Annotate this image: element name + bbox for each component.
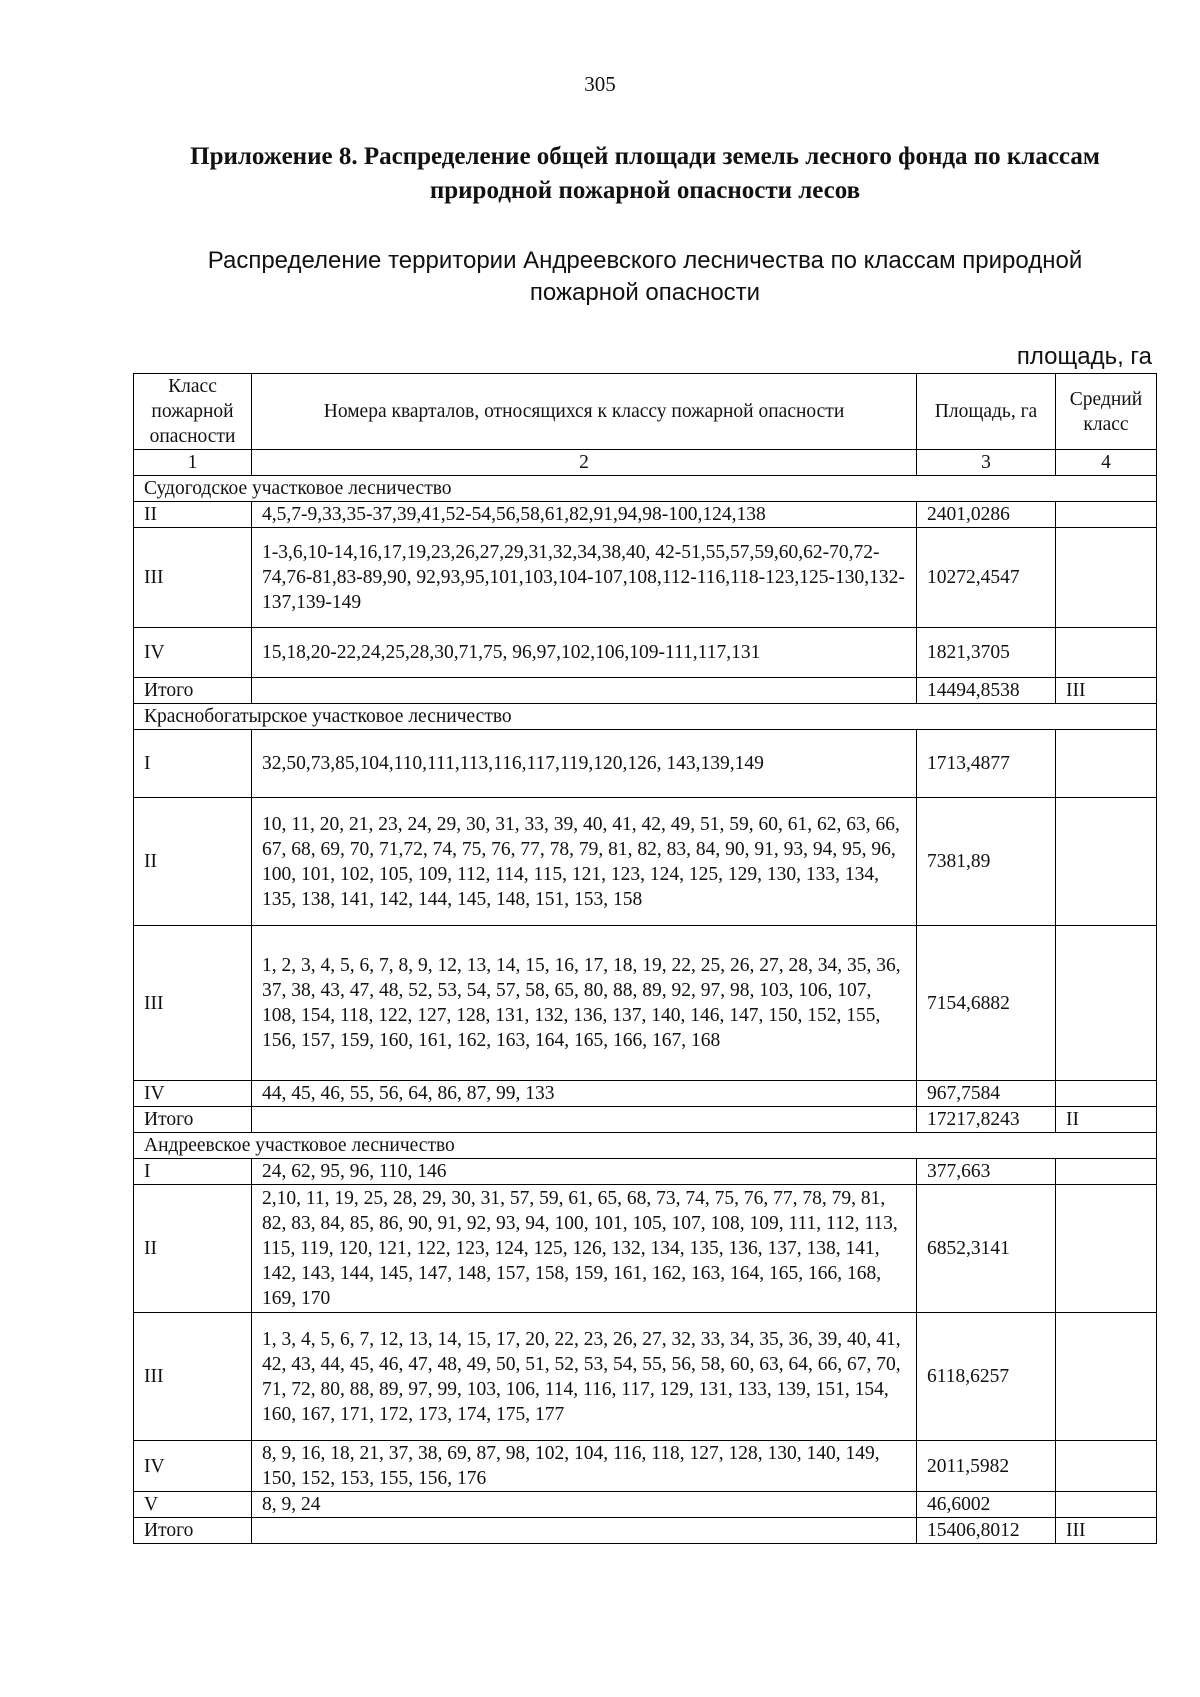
quarters-cell: 8, 9, 24 xyxy=(252,1492,917,1518)
section-title: Андреевское участковое лесничество xyxy=(134,1133,1157,1159)
average-class-cell xyxy=(1056,1441,1157,1492)
average-class-cell: II xyxy=(1056,1107,1157,1133)
header-area: Площадь, га xyxy=(917,374,1056,450)
area-cell: 967,7584 xyxy=(917,1081,1056,1107)
area-cell: 14494,8538 xyxy=(917,678,1056,704)
area-cell: 10272,4547 xyxy=(917,528,1056,628)
area-cell: 17217,8243 xyxy=(917,1107,1056,1133)
fire-class-cell: IV xyxy=(134,628,252,678)
quarters-cell xyxy=(252,1107,917,1133)
section-row xyxy=(134,704,1157,730)
quarters-cell: 2,10, 11, 19, 25, 28, 29, 30, 31, 57, 59, 61, 65, 68, 73, 74, 75, 76, 77, 78, 79, 81, 82, 83, 84, 85, 86, 90, 91, 92, 93, 94, 100, 101, 105, 107, 108, 109, 111, 112, 113, 115, 119, 120, 121, 122, 123, 124, 125, 126, 132, 134, 135, 136, 137, 138, 141, 142, 143, 144, 145, 147, 148, 157, 158, 159, 161, 162, 163, 164, 165, 166, 168, 169, 170 xyxy=(252,1185,917,1313)
area-cell: 2011,5982 xyxy=(917,1441,1056,1492)
fire-class-cell: I xyxy=(134,730,252,798)
column-number: 4 xyxy=(1056,450,1157,476)
table-row xyxy=(134,1313,1157,1441)
appendix-title: Приложение 8. Распределение общей площади земель лесного фонда по классам природной пожарной опасности лесов xyxy=(190,143,1100,204)
section-title: Судогодское участковое лесничество xyxy=(134,476,1157,502)
header-row xyxy=(134,374,1157,450)
table-row xyxy=(134,926,1157,1081)
quarters-cell: 1-3,6,10-14,16,17,19,23,26,27,29,31,32,34,38,40, 42-51,55,57,59,60,62-70,72-74,76-81,83-89,90, 92,93,95,101,103,104-107,108,112-116,118-123,125-130,132-137,139-149 xyxy=(252,528,917,628)
quarters-cell: 24, 62, 95, 96, 110, 146 xyxy=(252,1159,917,1185)
area-cell: 46,6002 xyxy=(917,1492,1056,1518)
area-cell: 6118,6257 xyxy=(917,1313,1056,1441)
header-class: Класс пожарной опасности xyxy=(134,374,252,450)
average-class-cell xyxy=(1056,1159,1157,1185)
fire-class-cell: II xyxy=(134,798,252,926)
quarters-cell: 8, 9, 16, 18, 21, 37, 38, 69, 87, 98, 102, 104, 116, 118, 127, 128, 130, 140, 149, 150, 152, 153, 155, 156, 176 xyxy=(252,1441,917,1492)
average-class-cell xyxy=(1056,628,1157,678)
table-subtitle: Распределение территории Андреевского лесничества по классам природной пожарной опасности xyxy=(207,247,1083,306)
column-number: 1 xyxy=(134,450,252,476)
quarters-cell: 44, 45, 46, 55, 56, 64, 86, 87, 99, 133 xyxy=(252,1081,917,1107)
section-title: Краснобогатырское участковое лесничество xyxy=(134,704,1157,730)
average-class-cell xyxy=(1056,528,1157,628)
fire-class-cell: III xyxy=(134,1313,252,1441)
table-row xyxy=(134,798,1157,926)
total-row xyxy=(134,1518,1157,1544)
quarters-cell: 4,5,7-9,33,35-37,39,41,52-54,56,58,61,82,91,94,98-100,124,138 xyxy=(252,502,917,528)
table-row xyxy=(134,502,1157,528)
table-row xyxy=(134,528,1157,628)
table-row xyxy=(134,1159,1157,1185)
area-cell: 1713,4877 xyxy=(917,730,1056,798)
fire-class-cell: II xyxy=(134,502,252,528)
average-class-cell: III xyxy=(1056,678,1157,704)
fire-class-cell: I xyxy=(134,1159,252,1185)
quarters-cell: 15,18,20-22,24,25,28,30,71,75, 96,97,102,106,109-111,117,131 xyxy=(252,628,917,678)
area-cell: 377,663 xyxy=(917,1159,1056,1185)
table-row xyxy=(134,1492,1157,1518)
units-label: площадь, га xyxy=(1016,343,1152,370)
table-row xyxy=(134,730,1157,798)
fire-class-cell: III xyxy=(134,926,252,1081)
quarters-cell xyxy=(252,678,917,704)
header-average: Средний класс xyxy=(1056,374,1157,450)
table-row xyxy=(134,1081,1157,1107)
area-cell: 15406,8012 xyxy=(917,1518,1056,1544)
fire-class-cell: V xyxy=(134,1492,252,1518)
column-number-row xyxy=(134,450,1157,476)
total-row xyxy=(134,1107,1157,1133)
average-class-cell xyxy=(1056,502,1157,528)
average-class-cell xyxy=(1056,730,1157,798)
fire-class-cell: Итого xyxy=(134,1518,252,1544)
quarters-cell: 10, 11, 20, 21, 23, 24, 29, 30, 31, 33, 39, 40, 41, 42, 49, 51, 59, 60, 61, 62, 63, 66, 67, 68, 69, 70, 71,72, 74, 75, 76, 77, 78, 79, 81, 82, 83, 84, 90, 91, 93, 94, 95, 96, 100, 101, 102, 105, 109, 112, 114, 115, 121, 123, 124, 125, 129, 130, 133, 134, 135, 138, 141, 142, 144, 145, 148, 151, 153, 158 xyxy=(252,798,917,926)
average-class-cell xyxy=(1056,1492,1157,1518)
area-cell: 1821,3705 xyxy=(917,628,1056,678)
table-row xyxy=(134,1185,1157,1313)
section-row xyxy=(134,476,1157,502)
fire-class-cell: Итого xyxy=(134,1107,252,1133)
fire-class-cell: IV xyxy=(134,1441,252,1492)
quarters-cell xyxy=(252,1518,917,1544)
page-number: 305 xyxy=(584,72,616,96)
average-class-cell xyxy=(1056,1185,1157,1313)
average-class-cell xyxy=(1056,1081,1157,1107)
header-quarters: Номера кварталов, относящихся к классу пожарной опасности xyxy=(252,374,917,450)
area-cell: 6852,3141 xyxy=(917,1185,1056,1313)
fire-danger-table xyxy=(133,373,1157,1544)
column-number: 2 xyxy=(252,450,917,476)
quarters-cell: 1, 3, 4, 5, 6, 7, 12, 13, 14, 15, 17, 20, 22, 23, 26, 27, 32, 33, 34, 35, 36, 39, 40, 41, 42, 43, 44, 45, 46, 47, 48, 49, 50, 51, 52, 53, 54, 55, 56, 58, 60, 63, 64, 66, 67, 70, 71, 72, 80, 88, 89, 97, 99, 103, 106, 114, 116, 117, 129, 131, 133, 139, 151, 154, 160, 167, 171, 172, 173, 174, 175, 177 xyxy=(252,1313,917,1441)
area-cell: 7381,89 xyxy=(917,798,1056,926)
average-class-cell xyxy=(1056,926,1157,1081)
total-row xyxy=(134,678,1157,704)
table-row xyxy=(134,628,1157,678)
quarters-cell: 1, 2, 3, 4, 5, 6, 7, 8, 9, 12, 13, 14, 15, 16, 17, 18, 19, 22, 25, 26, 27, 28, 34, 35, 36, 37, 38, 43, 47, 48, 52, 53, 54, 57, 58, 65, 80, 88, 89, 92, 97, 98, 103, 106, 107, 108, 154, 118, 122, 127, 128, 131, 132, 136, 137, 140, 146, 147, 150, 152, 155, 156, 157, 159, 160, 161, 162, 163, 164, 165, 166, 167, 168 xyxy=(252,926,917,1081)
area-cell: 2401,0286 xyxy=(917,502,1056,528)
table-row xyxy=(134,1441,1157,1492)
quarters-cell: 32,50,73,85,104,110,111,113,116,117,119,120,126, 143,139,149 xyxy=(252,730,917,798)
fire-class-cell: IV xyxy=(134,1081,252,1107)
average-class-cell xyxy=(1056,798,1157,926)
average-class-cell: III xyxy=(1056,1518,1157,1544)
area-cell: 7154,6882 xyxy=(917,926,1056,1081)
average-class-cell xyxy=(1056,1313,1157,1441)
fire-class-cell: II xyxy=(134,1185,252,1313)
fire-class-cell: III xyxy=(134,528,252,628)
section-row xyxy=(134,1133,1157,1159)
column-number: 3 xyxy=(917,450,1056,476)
fire-class-cell: Итого xyxy=(134,678,252,704)
